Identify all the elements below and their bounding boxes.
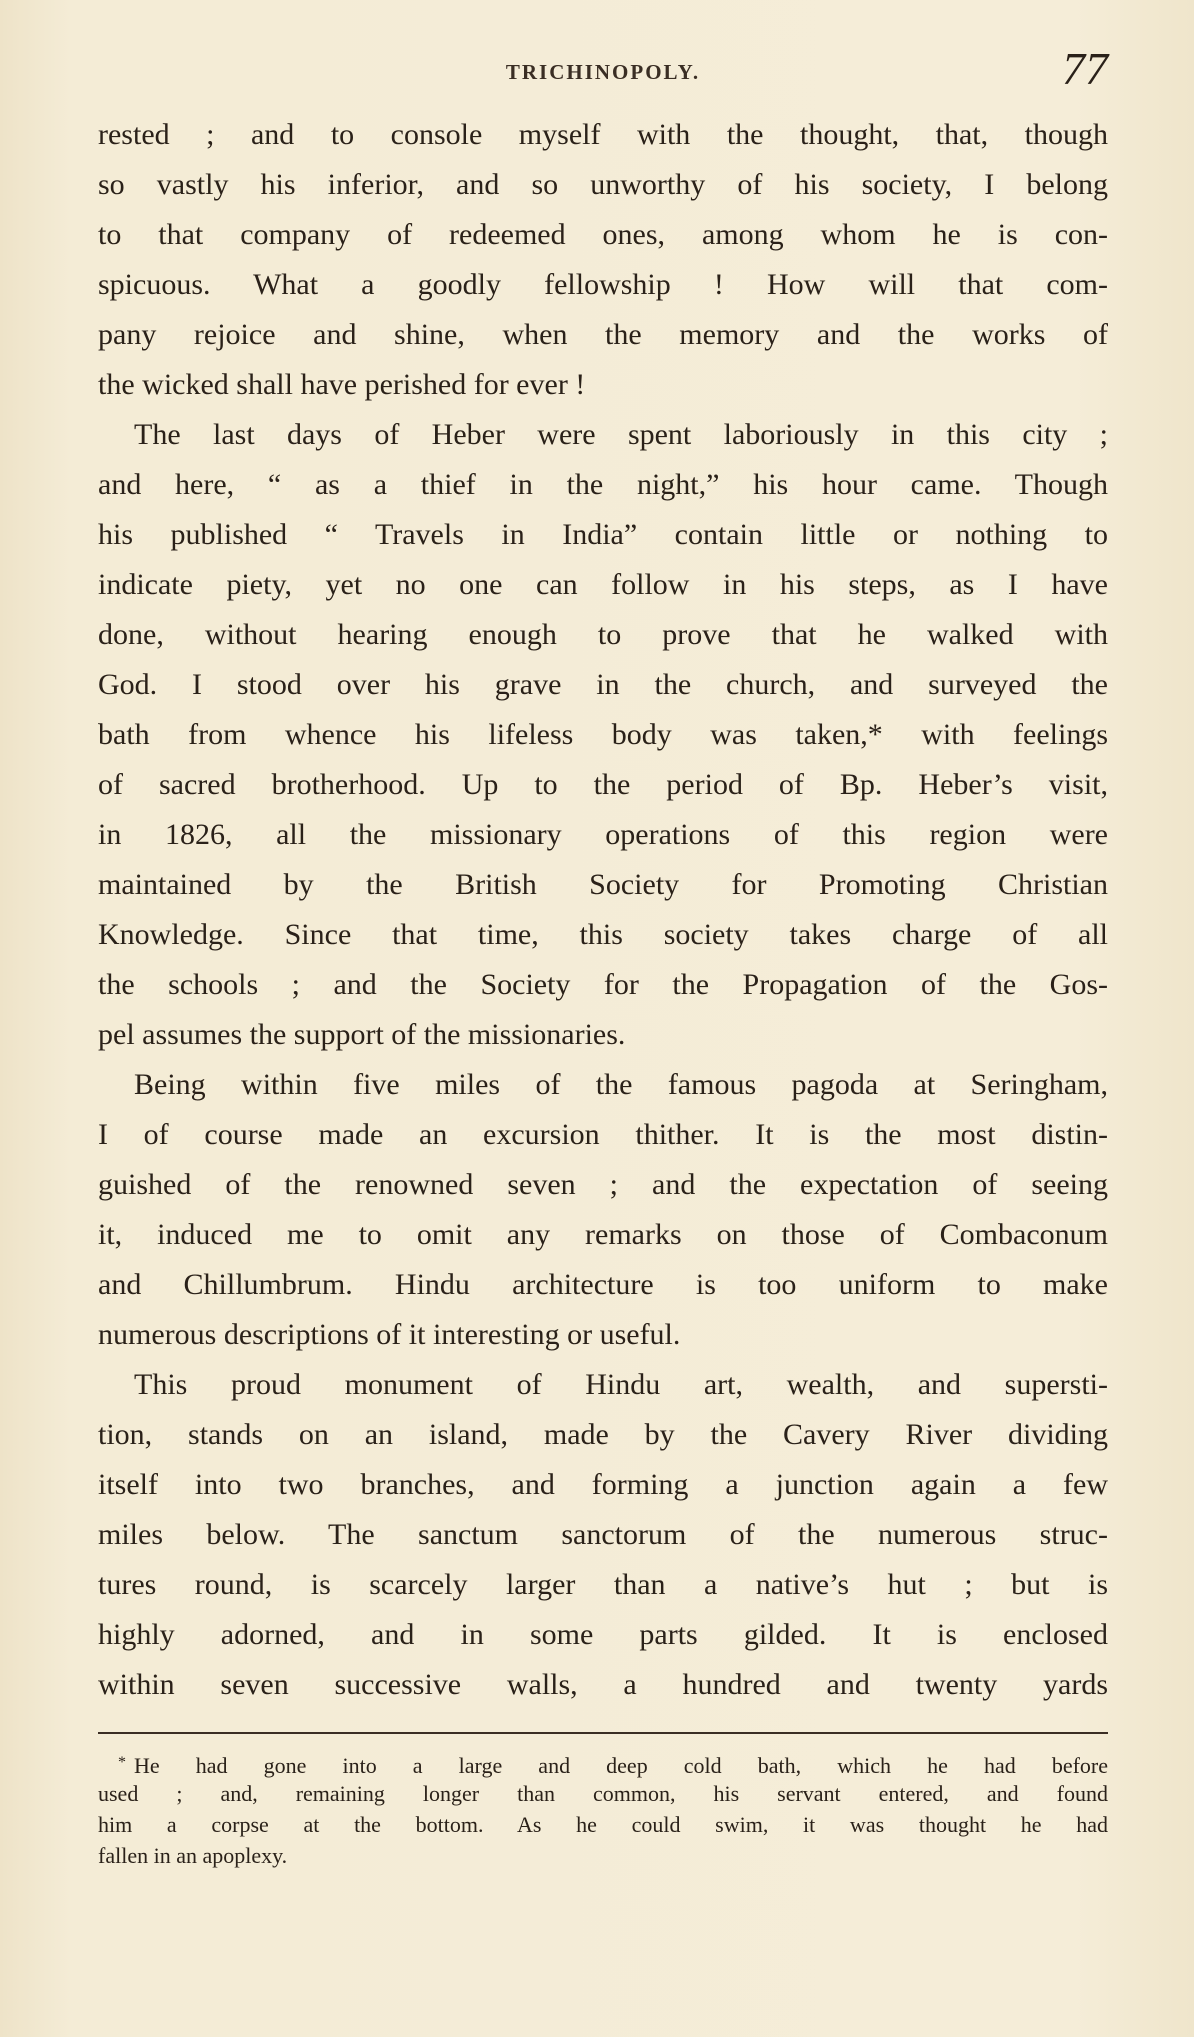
text-line: done, without hearing enough to prove that he walked with [98, 618, 1108, 651]
text-line: guished of the renowned seven ; and the expectation of seeing [98, 1168, 1108, 1201]
text-line: within seven successive walls, a hundred and twenty yards [98, 1668, 1108, 1701]
text-line: of sacred brotherhood. Up to the period of Bp. Heber’s visit, [98, 768, 1108, 801]
footnote-divider [98, 1732, 1108, 1734]
text-line: miles below. The sanctum sanctorum of the numerous struc- [98, 1518, 1108, 1551]
text-line: highly adorned, and in some parts gilded. It is enclosed [98, 1618, 1108, 1651]
text-line: and Chillumbrum. Hindu architecture is too uniform to make [98, 1268, 1108, 1301]
text-line: Knowledge. Since that time, this society takes charge of all [98, 918, 1108, 951]
footnote-line [98, 1747, 1108, 1778]
text-line: tures round, is scarcely larger than a native’s hut ; but is [98, 1568, 1108, 1601]
running-title: TRICHINOPOLY. [505, 60, 701, 84]
text-line: maintained by the British Society for Promoting Christian [98, 868, 1108, 901]
page-header [98, 40, 1108, 100]
text-line: indicate piety, yet no one can follow in his steps, as I have [98, 568, 1108, 601]
footnote-line: fallen in an apoplexy. [98, 1843, 288, 1868]
text-line: The last days of Heber were spent laboriously in this city ; [134, 418, 1108, 451]
text-line: numerous descriptions of it interesting or useful. [98, 1318, 681, 1351]
body-text [98, 110, 1108, 1710]
text-line: the wicked shall have perished for ever ! [98, 368, 586, 401]
text-line: pany rejoice and shine, when the memory and the works of [98, 318, 1108, 351]
text-line: it, induced me to omit any remarks on those of Combaconum [98, 1218, 1108, 1251]
footnote-line: him a corpse at the bottom. As he could swim, it was thought he had [98, 1812, 1108, 1837]
text-line: bath from whence his lifeless body was taken,* with feelings [98, 718, 1108, 751]
text-line: Being within five miles of the famous pagoda at Seringham, [134, 1068, 1108, 1101]
text-line: rested ; and to console myself with the thought, that, though [98, 118, 1108, 151]
text-line: pel assumes the support of the missionaries. [98, 1018, 626, 1051]
text-line: This proud monument of Hindu art, wealth, and supersti- [134, 1368, 1108, 1401]
footnote-line: used ; and, remaining longer than common, his servant entered, and found [98, 1781, 1108, 1806]
page-number: 77 [1062, 43, 1108, 94]
text-line: tion, stands on an island, made by the Cavery River dividing [98, 1418, 1108, 1451]
text-line: the schools ; and the Society for the Propagation of the Gos- [98, 968, 1108, 1001]
text-line: I of course made an excursion thither. It is the most distin- [98, 1118, 1108, 1151]
text-line: and here, “ as a thief in the night,” his hour came. Though [98, 468, 1108, 501]
text-line: in 1826, all the missionary operations of this region were [98, 818, 1108, 851]
footnote-marker: * [118, 1754, 126, 1771]
text-line: spicuous. What a goodly fellowship ! How will that com- [98, 268, 1108, 301]
footnote [98, 1747, 1108, 1871]
text-line: to that company of redeemed ones, among whom he is con- [98, 218, 1108, 251]
text-line: so vastly his inferior, and so unworthy of his society, I belong [98, 168, 1108, 201]
text-line: his published “ Travels in India” contain little or nothing to [98, 518, 1108, 551]
footnote-text: He had gone into a large and deep cold bath, which he had before [134, 1753, 1108, 1778]
text-line: God. I stood over his grave in the church, and surveyed the [98, 668, 1108, 701]
text-line: itself into two branches, and forming a junction again a few [98, 1468, 1108, 1501]
